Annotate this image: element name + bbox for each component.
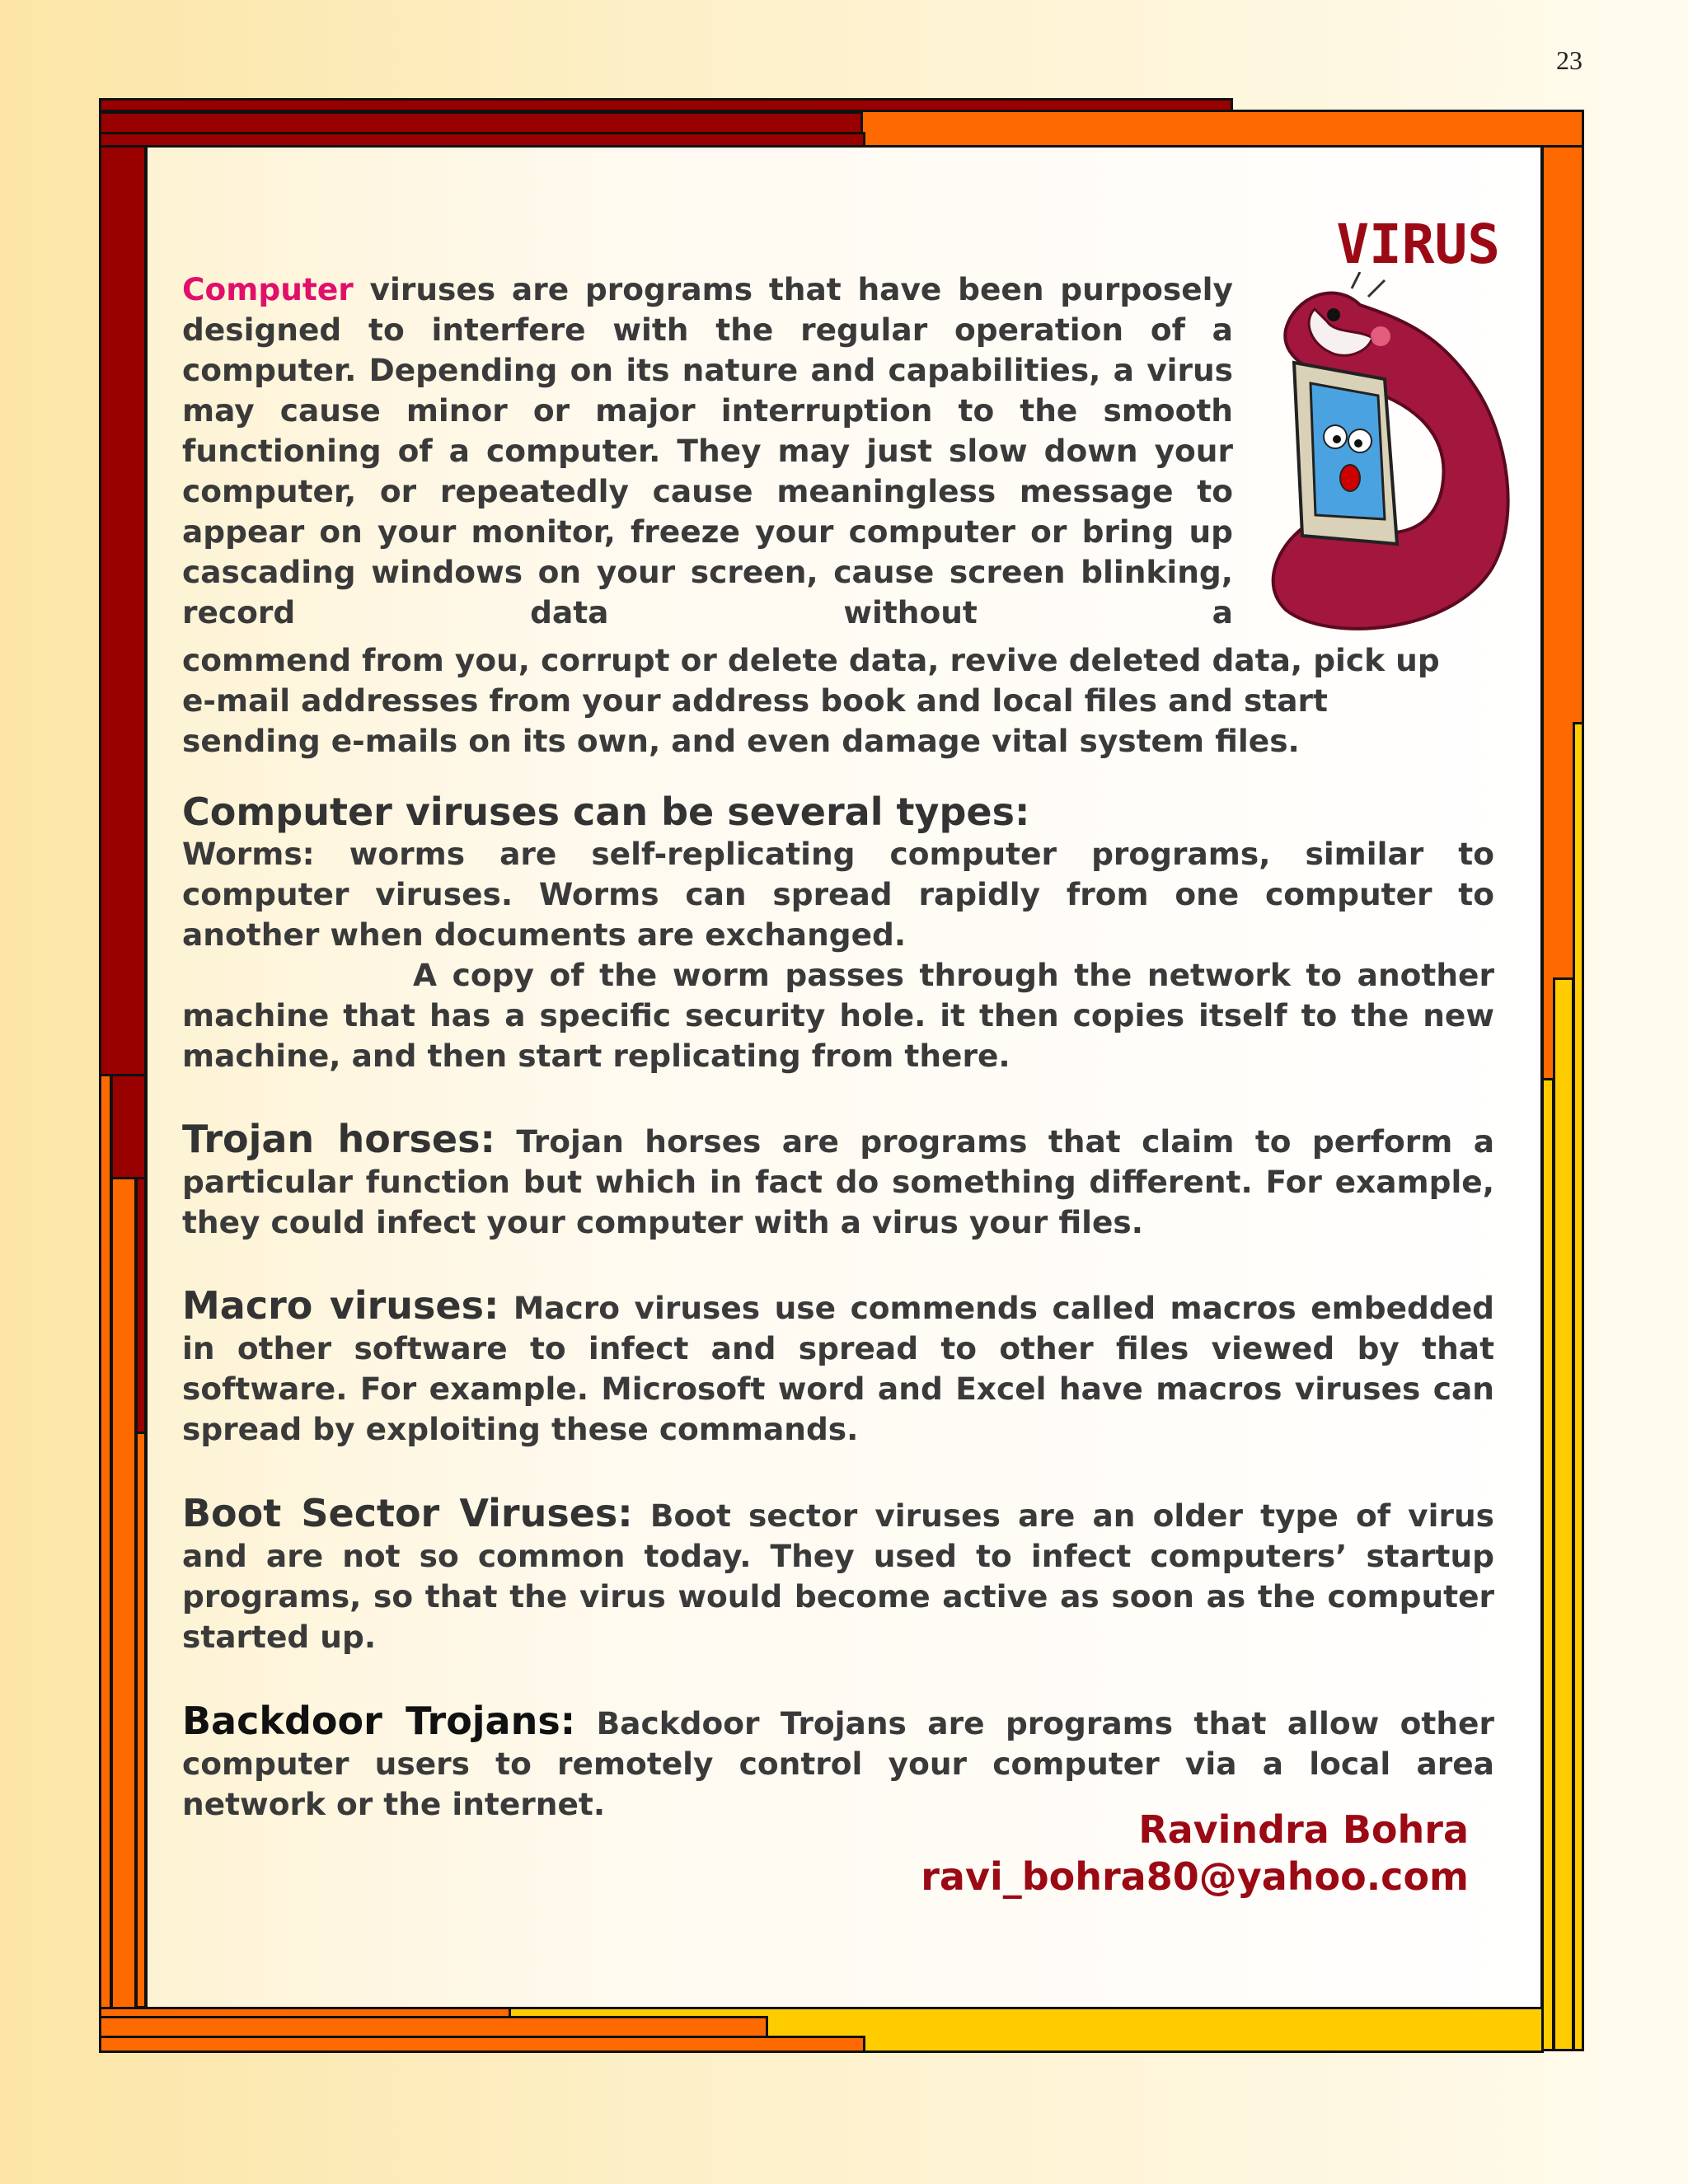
macro-heading: Macro viruses: bbox=[182, 1283, 499, 1328]
page-number: 23 bbox=[1556, 45, 1582, 75]
backdoor-heading: Backdoor Trojans: bbox=[182, 1699, 576, 1743]
worms-text-continued: A copy of the worm passes through the network to another machine that has a specific security hole. it then copies itself to the new machine, and then start replicating from there. bbox=[182, 957, 1494, 1074]
intro-continuation: commend from you, corrupt or delete data, revive deleted data, pick up e-mail addresses from your address book and local files and start sending e-mails on its own, and even damage vital system files. bbox=[182, 642, 1440, 759]
intro-text: viruses are programs that have been purposely designed to interfere with the regular operation of a computer. Depending on its nature and capabilities, a virus may cause minor or major interruption to the smooth functioning of a computer. They may just slow down your computer, or repeatedly cause meaningless message to appear on your monitor, freeze your computer or bring up cascading windows on your screen, cause screen blinking, record data without a bbox=[182, 271, 1233, 630]
types-heading: Computer viruses can be several types: bbox=[182, 790, 1030, 834]
trojan-section bbox=[182, 1119, 1494, 1243]
frame-bar-right bbox=[1541, 1078, 1554, 2051]
boot-section bbox=[182, 1493, 1494, 1657]
frame-bar-top bbox=[860, 110, 1584, 148]
intro-lead-word: Computer bbox=[182, 271, 354, 307]
page-title: VIRUS bbox=[1336, 213, 1500, 276]
frame-bar-right bbox=[1573, 722, 1584, 2051]
frame-bar-right bbox=[1553, 977, 1574, 2051]
trojan-heading: Trojan horses: bbox=[182, 1117, 495, 1161]
frame-bar-bottom bbox=[99, 2036, 865, 2053]
backdoor-text: Backdoor Trojans are programs that allow other computer users to remotely control your computer via a local area network or the internet. bbox=[182, 1705, 1494, 1822]
boot-heading: Boot Sector Viruses: bbox=[182, 1491, 633, 1535]
backdoor-section bbox=[182, 1701, 1494, 1825]
author-email: ravi_bohra80@yahoo.com bbox=[921, 1854, 1469, 1899]
frame-bar-left bbox=[110, 1177, 137, 2051]
author-name: Ravindra Bohra bbox=[1138, 1807, 1469, 1852]
worms-paragraph-continued bbox=[182, 955, 1494, 1076]
macro-section bbox=[182, 1283, 1494, 1450]
frame-bar-left bbox=[110, 1074, 147, 1179]
intro-paragraph bbox=[182, 269, 1233, 633]
frame-bar-left bbox=[99, 145, 147, 1076]
frame-bar-bottom bbox=[99, 2016, 768, 2038]
virus-monster-illustration bbox=[1236, 272, 1517, 635]
macro-text: Macro viruses use commends called macros embedded in other software to infect and spread to other files viewed by that software. For example. Microsoft word and Excel have macros viruses can spread by exploiting these commands. bbox=[182, 1290, 1494, 1447]
boot-text: Boot sector viruses are an older type of virus and are not so common today. They used to infect computers’ startup programs, so that the virus would become active as soon as the computer started up. bbox=[182, 1497, 1494, 1655]
frame-bar-top bbox=[99, 111, 956, 134]
worms-paragraph: Worms: worms are self-replicating computer programs, similar to computer viruses. Worms can spread rapidly from one computer to another when documents are exchanged. bbox=[182, 836, 1494, 953]
trojan-text: Trojan horses are programs that claim to perform a particular function but which in fact do something different. For example, they could infect your computer with a virus your files. bbox=[182, 1123, 1495, 1240]
